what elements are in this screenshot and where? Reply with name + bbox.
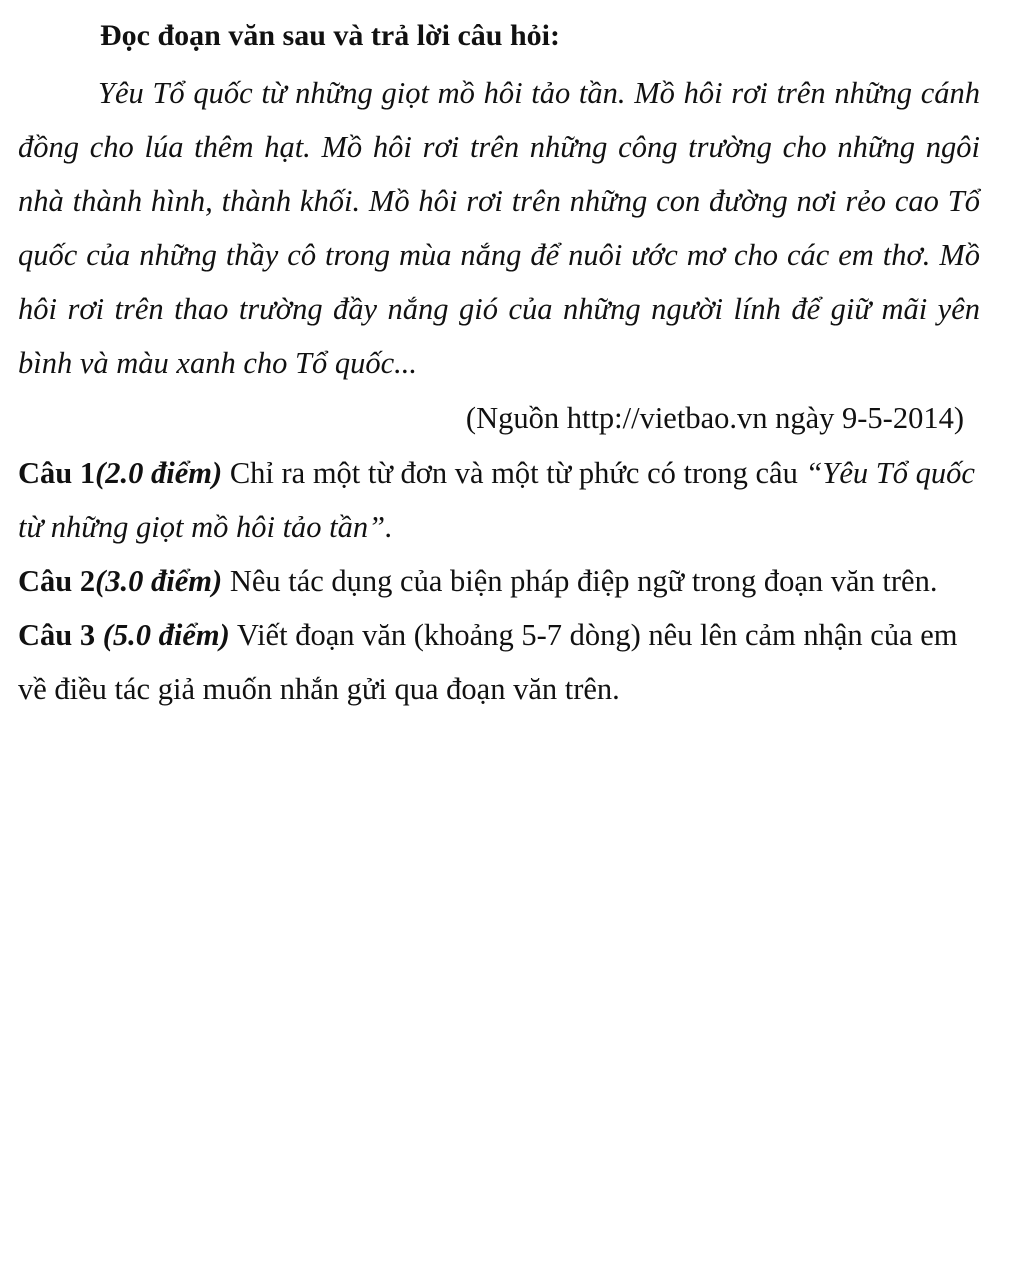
question-1-text: Chỉ ra một từ đơn và một từ phức có trong câu	[222, 456, 806, 490]
question-1-points: (2.0 điểm)	[95, 456, 223, 490]
question-2-label: Câu 2	[18, 564, 96, 598]
question-1	[18, 446, 980, 554]
question-3	[18, 608, 980, 716]
question-1-quote: “Yêu Tổ quốc từ những giọt mồ hôi tảo tần”.	[18, 456, 975, 544]
reading-passage: Yêu Tổ quốc từ những giọt mồ hôi tảo tần. Mồ hôi rơi trên những cánh đồng cho lúa thêm hạt. Mồ hôi rơi trên những công trường cho những ngôi nhà thành hình, thành khối. Mồ hôi rơi trên những con đường nơi rẻo cao Tổ quốc của những thầy cô trong mùa nắng để nuôi ước mơ cho các em thơ. Mồ hôi rơi trên thao trường đầy nắng gió của những người lính để giữ mãi yên bình và màu xanh cho Tổ quốc...	[18, 76, 980, 380]
source-citation: (Nguồn http://vietbao.vn ngày 9-5-2014)	[465, 401, 964, 435]
question-3-text: Viết đoạn văn (khoảng 5-7 dòng) nêu lên cảm nhận của em về điều tác giả muốn nhắn gửi qua đoạn văn trên.	[18, 618, 958, 706]
question-3-label: Câu 3	[18, 618, 103, 652]
question-2-points: (3.0 điểm)	[95, 564, 223, 598]
instruction-heading: Đọc đoạn văn sau và trả lời câu hỏi:	[100, 19, 560, 52]
question-2	[18, 554, 980, 608]
question-2-text: Nêu tác dụng của biện pháp điệp ngữ trong đoạn văn trên.	[222, 564, 938, 598]
question-1-label: Câu 1	[18, 456, 96, 490]
question-3-points: (5.0 điểm)	[102, 618, 230, 652]
